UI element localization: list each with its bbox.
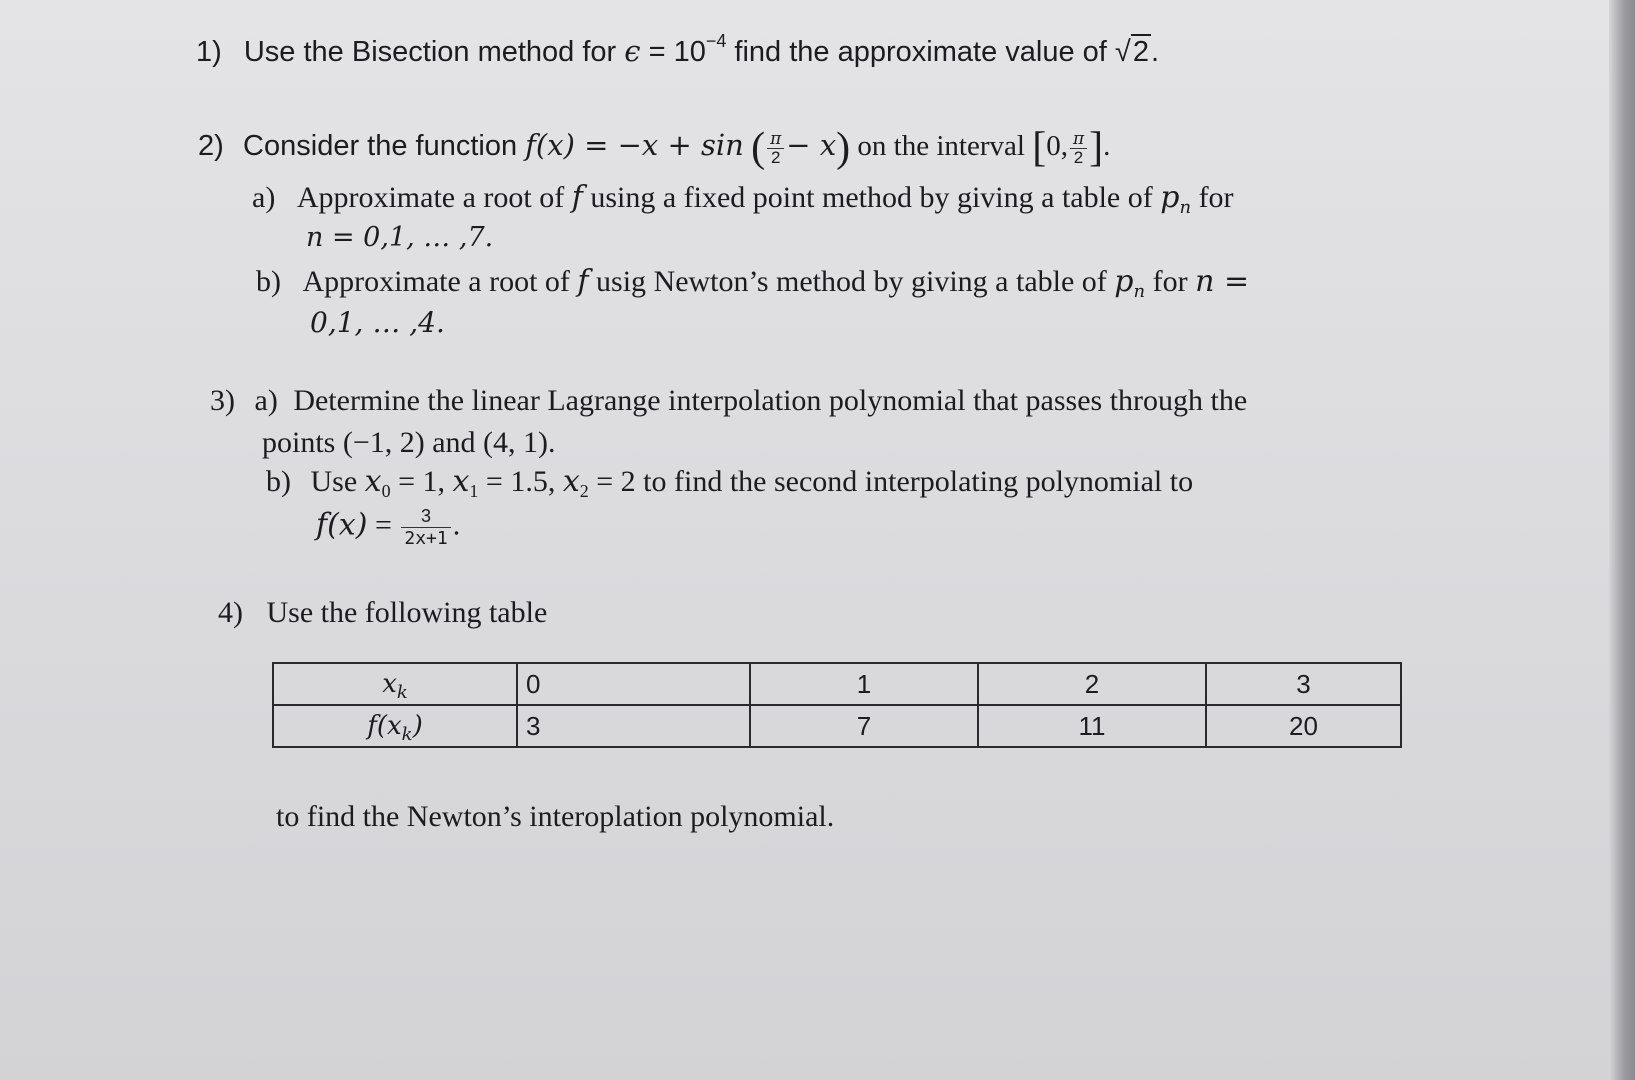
q2b-f: f [577,264,589,299]
q3b-end: . [452,508,461,542]
q3a-line2: points (−1, 2) and (4, 1). [262,426,556,459]
q2b-for: for [1145,265,1196,298]
q2b-sub: n [1133,281,1146,302]
q2a-p: p [1160,180,1180,215]
q2b-p: p [1114,264,1134,299]
row-label-fxk: $f(x_k)$ [273,705,517,747]
q2-minus-x: − x [786,128,837,162]
q2-interval-open: 0, [1046,130,1068,162]
q4-after: to find the Newton’s interoplation polynomial. [276,800,835,833]
q2-period: . [1103,130,1111,162]
q2-intro: Consider the function [243,130,526,162]
q1-radicand: 2 [1132,36,1149,68]
q3a-label: a) [254,384,278,417]
q1-end: . [1150,36,1160,68]
question-2b [256,264,1250,302]
paren-open: ( [751,125,766,171]
question-3a [210,384,1247,418]
q3b-x0: x [364,464,382,499]
table-row-fxk [273,705,1401,747]
page-edge-shadow [1609,0,1635,1080]
q3b-eq: = [367,508,400,542]
question-3b [266,464,1193,499]
cell-xk-0: 0 [517,663,750,705]
q2-on-interval: on the interval [850,130,1033,162]
q4-number: 4) [218,596,243,629]
q3b-frac [401,505,450,550]
q2-interval-pi: π [1070,130,1087,149]
q3a-text: Determine the linear Lagrange interpolation polynomial that passes through the [293,384,1248,417]
q1-text-a: Use the Bisection method for [243,36,625,68]
q3b-sub1: 1 [469,481,479,501]
q1-eq: = 10 [640,36,706,68]
q2-two: 2 [770,147,781,167]
q3b-v0: = 1, [390,465,453,498]
q2-number: 2) [198,130,224,162]
q2-pi: π [767,130,784,149]
bracket-close: ] [1089,125,1104,171]
q1-epsilon: ϵ [624,34,641,68]
q2a-text2: using a fixed point method by giving a table of [582,181,1161,214]
q3b-function [316,505,460,550]
q2b-line2: 0,1, … ,4. [310,306,445,339]
q3b-sub0: 0 [381,481,391,501]
bracket-open: [ [1032,125,1047,171]
cell-xk-3: 3 [1206,663,1401,705]
cell-fxk-3: 20 [1206,705,1401,747]
q2a-for: for [1191,181,1234,214]
question-4 [218,596,547,630]
q3b-fx: f(x) [316,507,368,543]
q3-number: 3) [210,384,235,417]
q2a-label: a) [252,181,276,214]
q3b-x1: x [452,464,470,499]
sqrt-symbol: √2 [1114,36,1149,68]
q2a-text1: Approximate a root of [296,181,572,214]
q1-text-b: find the approximate value of [726,36,1115,68]
q2a-line2: n = 0,1, … ,7. [306,222,494,253]
q1-exponent: −4 [705,31,727,51]
cell-fxk-2: 11 [978,705,1206,747]
q1-number: 1) [196,36,222,68]
q2-fx: f(x) [525,128,575,162]
q3b-x2: x [562,464,580,499]
q2b-label: b) [256,265,281,298]
q3b-v1: = 1.5, [478,465,563,498]
cell-xk-2: 2 [978,663,1206,705]
row-label-xk: $x_k$ [273,663,517,705]
cell-fxk-1: 7 [750,705,978,747]
question-1 [196,31,1160,69]
data-table [272,662,1402,748]
q2-interval-frac [1070,130,1087,167]
q2b-text2: usig Newton’s method by giving a table of [588,265,1115,298]
cell-fxk-0: 3 [517,705,750,747]
q2b-text1: Approximate a root of [302,265,578,298]
q2-interval-two: 2 [1073,147,1084,167]
q3b-label: b) [266,465,291,498]
q3b-sub2: 2 [579,481,589,501]
q3b-use: Use [310,465,365,498]
q3b-den: 2x+1 [404,528,448,549]
q2-frac [767,130,784,167]
paren-close: ) [836,125,851,171]
q2a-f: f [571,180,583,215]
q4-text: Use the following table [266,596,548,629]
question-2a [252,180,1234,218]
q2-eq: = −x + sin [574,128,744,162]
q2b-n: n = [1195,264,1250,299]
q2a-sub: n [1179,197,1192,218]
q3b-num: 3 [401,505,450,528]
q3b-v2: = 2 to find the second interpolating polynomial to [588,465,1194,498]
question-2 [198,124,1110,172]
cell-xk-1: 1 [750,663,978,705]
table-row-xk [273,663,1401,705]
